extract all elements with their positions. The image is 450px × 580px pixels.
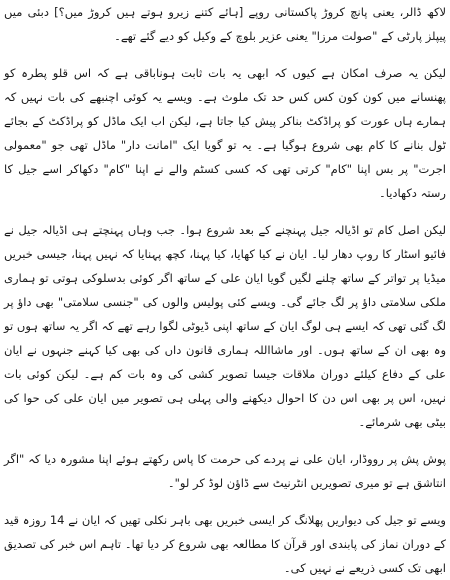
article-paragraph-4: پوش پش پر رووڈار، ایان علی نے پردے کی حرمت کا پاس رکھتے ہوئے اپنا مشورہ دیا کہ "اگر انتاشق ہے تو میری تصویریں انٹرنیٹ سے ڈاؤن لوڈ کر لو"۔ xyxy=(4,452,446,490)
article-paragraph-1: لاکھ ڈالر، یعنی پانچ کروڑ پاکستانی روپے [ہائے کتنے زیرو ہوتے ہیں کروڑ میں؟] دبئی میں پیپلز پارٹی کے "صولت مرزا" یعنی عزیر بلوچ کے وکیل کو دیے گئے تھے۔ xyxy=(4,5,446,43)
article-paragraph-2: لیکن یہ صرف امکان ہے کیوں کہ ابھی یہ بات ثابت ہوناباقی ہے کہ اس قلو پطرہ کو پھنسانے میں کون کون کس کس حد تک ملوث ہے۔ ویسے یہ کوئی اچنبھے کی بات نہیں کہ ہمارے ہاں عورت کو پراڈکٹ بناکر پیش کیا جاتا ہے، لیکن اب ایک ماڈل کو پراڈکٹ کے بجائے ٹول بنانے کا کام بھی شروع ہوگیا ہے۔ یہ تو گویا ایک "امانت دار" ماڈل تھی جو "معمولی اجرت" پر بس اپنا "کام" کرتی تھی کہ کسی کسٹم والے نے اپنا "کام" دکھاکر اسے جیل کا رستہ دکھادیا۔ xyxy=(4,66,446,200)
article-paragraph-3: لیکن اصل کام تو اڈیالہ جیل پہنچنے کے بعد شروع ہوا۔ جب وہاں پہنچتے ہی اڈیالہ جیل نے فائیو اسٹار کا روپ دھار لیا۔ ایان نے کیا کھایا، کیا پہنا، کچھ پہنایا کہ نہیں پہنا، جیسی خبریں میڈیا پر تواتر کے ساتھ چلنے لگیں گویا ایان علی کے ساتھ اگر کوئی بدسلوکی ہوتی تو ہماری ملکی سلامتی داؤ پر لگ جائے گی۔ ویسے کئی پولیس والوں کی "جنسی سلامتی" بھی داؤ پر لگ گئی تھی کہ ایسے ہی لوگ ایان کے ساتھ اپنی ڈیوٹی لگوا رہے تھے کہ اگر یہ ساتھ ہوں تو وہ بھی ان کے ساتھ ہوں۔ اور ماشااللہ ہماری قانون داں کی بھی کیا کہنے جنہوں نے ایان علی کے دفاع کیلئے دوران ملاقات جیسا تصویر کشی کی وہ بات کم ہے۔ لیکن کوئی بات نہیں، اس پر بھی اس دن کا احوال دیکھنے والی پہلی ہی تصویر میں ایان علی کی حوا کی بیٹی بھی شرمائے۔ xyxy=(4,223,446,429)
article-paragraph-5: ویسے تو جیل کی دیواریں پھلانگ کر ایسی خبریں بھی باہر نکلی تھیں کہ ایان نے 14 روزہ قید کے دوران نماز کی پابندی اور قرآن کا مطالعہ بھی شروع کر دیا تھا۔ تاہم اس خبر کی تصدیق ابھی تک کسی ذریعے نے نہیں کی۔ xyxy=(4,513,446,575)
